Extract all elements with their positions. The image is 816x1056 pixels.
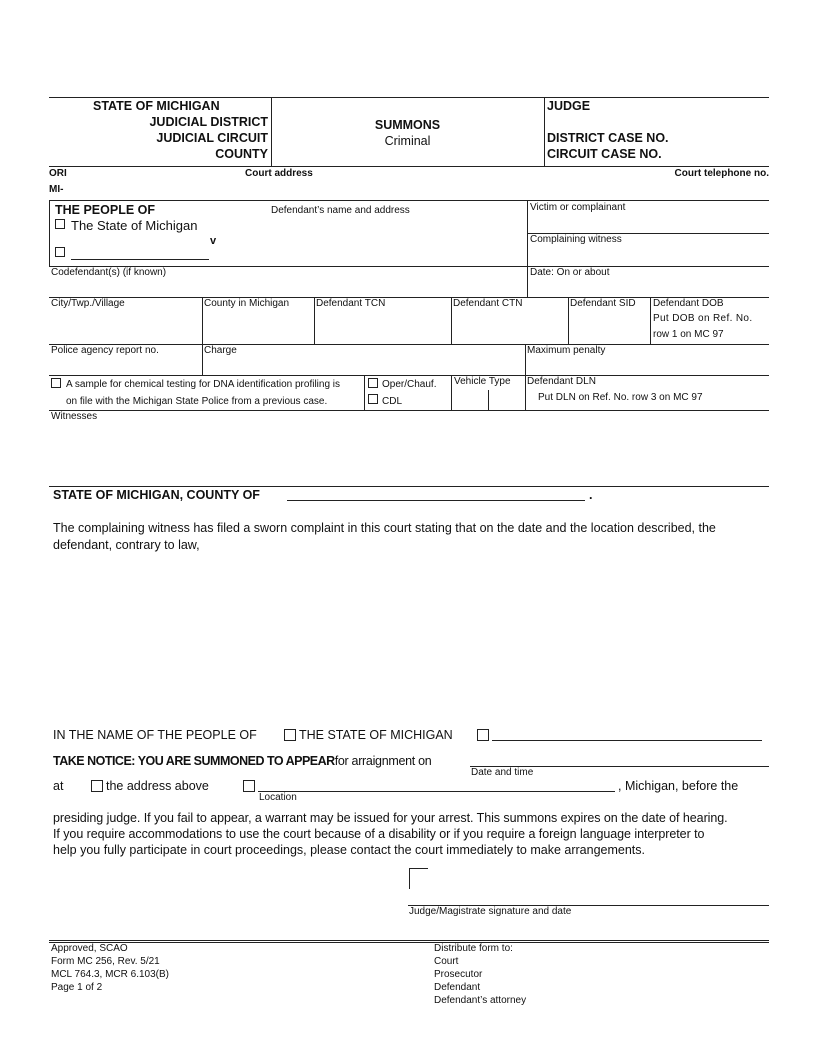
cdl-checkbox[interactable] [368, 394, 378, 404]
row3-div-1 [202, 297, 203, 344]
form-subtitle: Criminal [384, 134, 431, 148]
state-of-michigan-order-label: THE STATE OF MICHIGAN [299, 728, 453, 742]
police-report-label: Police agency report no. [51, 345, 159, 356]
court-address-label: Court address [245, 168, 313, 179]
defendant-name-label: Defendant’s name and address [271, 205, 410, 216]
judge-label: JUDGE [547, 99, 591, 113]
defendant-tcn-label: Defendant TCN [316, 298, 386, 309]
approved-label: Approved, SCAO [51, 943, 128, 954]
vehicle-type-label: Vehicle Type [454, 376, 511, 387]
notice-line-1: presiding judge. If you fail to appear, a warrant may be issued for your arrest. This summons expires on the date of hearing. [53, 811, 728, 825]
header-divider-right [544, 97, 545, 166]
in-name-of-label: IN THE NAME OF THE PEOPLE OF [53, 728, 257, 742]
header-bottom-rule [49, 166, 769, 167]
defendant-sid-label: Defendant SID [570, 298, 636, 309]
defendant-ctn-label: Defendant CTN [453, 298, 523, 309]
defendant-dob-label: Defendant DOB [653, 298, 724, 309]
distribute-label: Distribute form to: [434, 943, 513, 954]
ori-label: ORI [49, 168, 67, 179]
dob-note-line1: Put DOB on Ref. No. [653, 313, 753, 324]
oper-chauf-checkbox[interactable] [368, 378, 378, 388]
dna-text-line1: A sample for chemical testing for DNA identification profiling is [66, 379, 341, 390]
other-people-checkbox[interactable] [55, 247, 65, 257]
county-section-rule [49, 486, 769, 487]
form-number-label: Form MC 256, Rev. 5/21 [51, 956, 160, 967]
complaint-text: The complaining witness has filed a sworn complaint in this court stating that on the date and the location described, the defendant, contrary to law, [53, 521, 716, 552]
row5-div-2 [451, 375, 452, 410]
dln-note: Put DLN on Ref. No. row 3 on MC 97 [538, 392, 703, 403]
judicial-district-label: JUDICIAL DISTRICT [149, 115, 268, 129]
arraignment-label: for arraignment on [334, 754, 432, 768]
oper-chauf-label: Oper/Chauf. [382, 379, 437, 390]
people-heading: THE PEOPLE OF [55, 203, 156, 217]
take-notice-text [53, 754, 431, 768]
row3-div-3 [451, 297, 452, 344]
people-box-right [527, 200, 528, 297]
people-top-rule [49, 200, 769, 201]
michigan-before-label: , Michigan, before the [618, 779, 739, 793]
cdl-label: CDL [382, 396, 403, 407]
versus-label: v [210, 235, 217, 247]
victim-label: Victim or complainant [530, 202, 626, 213]
state-of-michigan-checkbox[interactable] [55, 219, 65, 229]
dna-text-line2: on file with the Michigan State Police from a previous case. [66, 396, 328, 407]
state-of-michigan-option: The State of Michigan [71, 218, 198, 233]
row3-div-5 [650, 297, 651, 344]
row3-div-2 [314, 297, 315, 344]
row4-div-1 [202, 344, 203, 375]
location-field[interactable] [258, 791, 615, 792]
signature-corner-mark [409, 868, 428, 889]
date-time-caption: Date and time [471, 767, 534, 778]
state-of-michigan-order-checkbox[interactable] [284, 729, 296, 741]
row3-div-4 [568, 297, 569, 344]
row5-div-4 [525, 375, 526, 410]
row5-div-3 [488, 390, 489, 410]
county-line-heading: STATE OF MICHIGAN, COUNTY OF [53, 488, 260, 502]
district-case-label: DISTRICT CASE NO. [547, 131, 669, 145]
take-notice-bold: TAKE NOTICE: YOU ARE SUMMONED TO APPEAR [53, 754, 335, 768]
county-in-michigan-label: County in Michigan [204, 298, 290, 309]
at-label: at [53, 779, 64, 793]
mi-label: MI- [49, 184, 64, 195]
codefendants-label: Codefendant(s) (if known) [51, 267, 167, 278]
page-number-label: Page 1 of 2 [51, 982, 103, 993]
complaining-witness-label: Complaining witness [530, 234, 622, 245]
dob-note-line2: row 1 on MC 97 [653, 329, 724, 340]
row5-bottom-rule [49, 410, 769, 411]
maximum-penalty-label: Maximum penalty [527, 345, 606, 356]
judicial-circuit-label: JUDICIAL CIRCUIT [156, 131, 268, 145]
people-box-left [49, 200, 50, 266]
address-above-checkbox[interactable] [91, 780, 103, 792]
charge-label: Charge [204, 345, 237, 356]
state-heading: STATE OF MICHIGAN [93, 99, 220, 113]
footer-rule [49, 940, 769, 943]
row4-div-2 [525, 344, 526, 375]
date-label: Date: On or about [530, 267, 610, 278]
county-name-field[interactable] [287, 500, 585, 501]
witnesses-label: Witnesses [51, 411, 98, 422]
notice-line-3: help you fully participate in court proceedings, please contact the court immediately to make arrangements. [53, 843, 645, 857]
row4-bottom-rule [49, 375, 769, 376]
signature-label: Judge/Magistrate signature and date [409, 906, 572, 917]
distribute-recipient: Court [434, 956, 459, 967]
dna-sample-checkbox[interactable] [51, 378, 61, 388]
county-line-period: . [589, 488, 593, 502]
notice-line-2: If you require accommodations to use the court because of a disability or if you require a foreign language interpreter to [53, 827, 705, 841]
location-checkbox[interactable] [243, 780, 255, 792]
other-people-field[interactable] [71, 259, 209, 260]
court-phone-label: Court telephone no. [674, 168, 769, 179]
distribute-recipient: Defendant’s attorney [434, 995, 527, 1006]
form-title: SUMMONS [374, 118, 441, 132]
distribute-recipient: Prosecutor [434, 969, 483, 980]
distribute-recipient: Defendant [434, 982, 481, 993]
mcl-label: MCL 764.3, MCR 6.103(B) [51, 969, 170, 980]
city-label: City/Twp./Village [51, 298, 125, 309]
row5-div-1 [364, 375, 365, 410]
address-above-label: the address above [106, 779, 209, 793]
other-order-field[interactable] [492, 740, 762, 741]
location-caption: Location [259, 792, 297, 803]
circuit-case-label: CIRCUIT CASE NO. [547, 147, 662, 161]
other-order-checkbox[interactable] [477, 729, 489, 741]
county-label: COUNTY [215, 147, 268, 161]
defendant-dln-label: Defendant DLN [527, 376, 596, 387]
